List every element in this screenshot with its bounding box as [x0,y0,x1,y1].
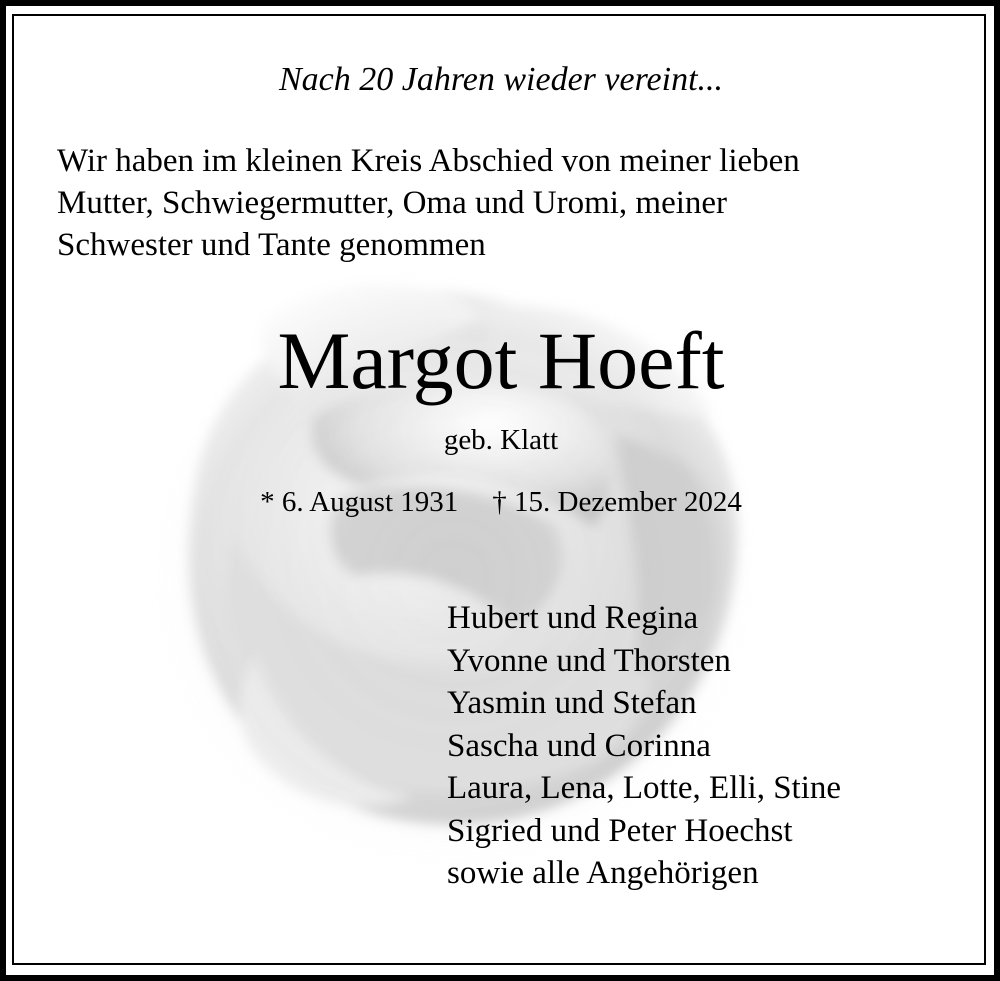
mourner-line: Laura, Lena, Lotte, Elli, Stine [447,770,842,806]
birth-date: * 6. August 1931 [260,486,459,518]
birth-name: geb. Klatt [443,424,559,456]
mourner-line: Hubert und Regina [447,600,699,636]
mourner-line: Yvonne und Thorsten [447,642,731,679]
death-date: † 15. Dezember 2024 [492,486,742,518]
life-dates [14,484,986,520]
mourner-line: Yasmin und Stefan [447,685,697,721]
intro-line: Mutter, Schwiegermutter, Oma und Uromi, meiner [57,185,728,221]
intro-text [57,140,957,266]
notice-frame [12,14,986,965]
mourner-line: Sascha und Corinna [447,727,711,764]
intro-line: Schwester und Tante genommen [57,227,486,263]
motto: Nach 20 Jahren wieder vereint... [278,61,724,98]
mourners-list [447,597,967,895]
mourner-line: Sigried und Peter Hoechst [447,812,793,849]
mourner-line: sowie alle Angehörigen [447,855,759,891]
deceased-name: Margot Hoeft [277,315,725,406]
intro-line: Wir haben im kleinen Kreis Abschied von meiner lieben [57,143,800,179]
